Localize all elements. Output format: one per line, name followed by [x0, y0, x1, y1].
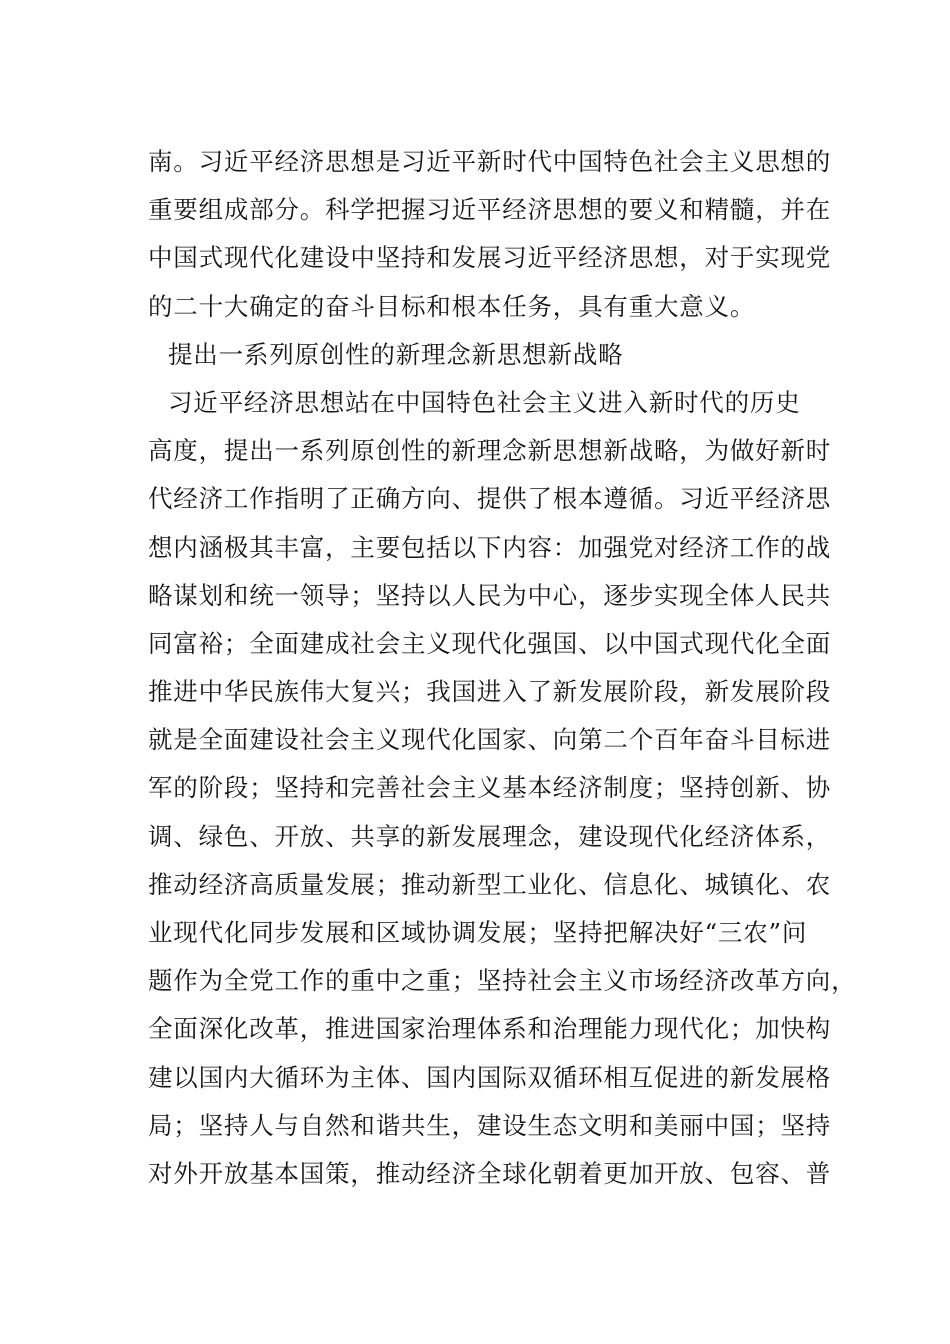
- text-line: 局；坚持人与自然和谐共生，建设生态文明和美丽中国；坚持: [148, 1110, 832, 1140]
- body-text: [148, 138, 857, 1198]
- text-line: 的二十大确定的奋斗目标和根本任务，具有重大意义。: [148, 291, 756, 321]
- text-line: 高度，提出一系列原创性的新理念新思想新战略，为做好新时: [148, 436, 832, 466]
- text-line: 推动经济高质量发展；推动新型工业化、信息化、城镇化、农: [148, 869, 832, 899]
- text-line: 全面深化改革，推进国家治理体系和治理能力现代化；加快构: [148, 1014, 832, 1044]
- text-line: 想内涵极其丰富，主要包括以下内容：加强党对经济工作的战: [148, 532, 832, 562]
- text-line: 代经济工作指明了正确方向、提供了根本遵循。习近平经济思: [148, 484, 832, 514]
- text-line: 对外开放基本国策，推动经济全球化朝着更加开放、包容、普: [148, 1158, 832, 1188]
- section-heading: 提出一系列原创性的新理念新思想新战略: [168, 339, 624, 369]
- text-line: 同富裕；全面建成社会主义现代化强国、以中国式现代化全面: [148, 628, 832, 658]
- text-line: 习近平经济思想站在中国特色社会主义进入新时代的历史: [168, 387, 801, 417]
- text-line: 调、绿色、开放、共享的新发展理念，建设现代化经济体系，: [148, 821, 832, 851]
- text-line: 南。习近平经济思想是习近平新时代中国特色社会主义思想的: [148, 147, 832, 176]
- text-line: 略谋划和统一领导；坚持以人民为中心，逐步实现全体人民共: [148, 580, 832, 610]
- text-line: 题作为全党工作的重中之重；坚持社会主义市场经济改革方向，: [148, 966, 857, 996]
- text-line: 建以国内大循环为主体、国内国际双循环相互促进的新发展格: [148, 1062, 832, 1092]
- text-line: 中国式现代化建设中坚持和发展习近平经济思想，对于实现党: [148, 243, 832, 273]
- text-line: 重要组成部分。科学把握习近平经济思想的要义和精髓，并在: [148, 195, 832, 225]
- text-line: 业现代化同步发展和区域协调发展；坚持把解决好“三农”问: [148, 918, 808, 947]
- text-line: 就是全面建设社会主义现代化国家、向第二个百年奋斗目标进: [148, 725, 832, 755]
- text-line: 推进中华民族伟大复兴；我国进入了新发展阶段，新发展阶段: [148, 677, 832, 707]
- text-line: 军的阶段；坚持和完善社会主义基本经济制度；坚持创新、协: [148, 773, 832, 803]
